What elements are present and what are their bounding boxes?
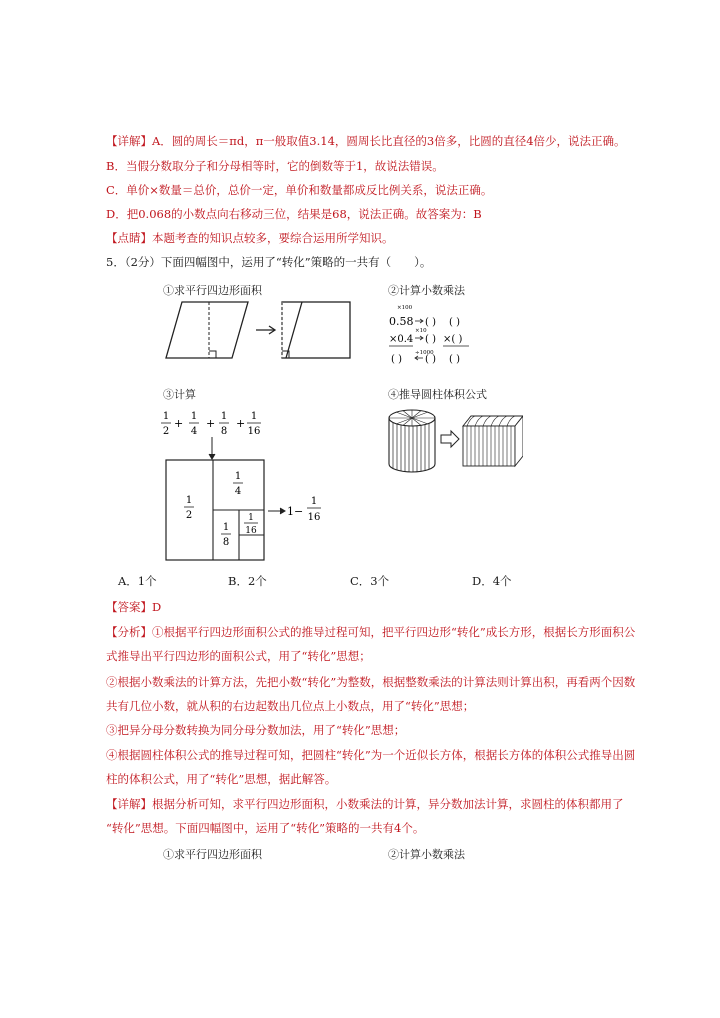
- question-5: 5．（2分）下面四幅图中，运用了“转化”策略的一共有（ ）。: [106, 255, 432, 269]
- svg-text:1−: 1−: [287, 505, 304, 518]
- detail2-line-1: 【详解】根据分析可知，求平行四边形面积，小数乘法的计算，异分数加法计算，求圆柱的体积都用了: [106, 797, 624, 811]
- panel-3-label: ③计算: [163, 388, 196, 401]
- option-b: B．2个: [228, 574, 267, 588]
- svg-text:2: 2: [185, 510, 193, 521]
- panel-2-label: ②计算小数乘法: [388, 284, 465, 297]
- svg-text:0.58: 0.58: [389, 315, 414, 328]
- svg-text:1: 1: [222, 522, 230, 533]
- option-c: C．3个: [350, 574, 390, 588]
- svg-text:4: 4: [234, 486, 242, 497]
- detail-line-3: C．单价×数量＝总价，总价一定，单价和数量都成反比例关系，说法正确。: [106, 183, 493, 197]
- svg-text:( ): ( ): [425, 334, 436, 345]
- svg-text:16: 16: [247, 426, 261, 437]
- answer-line: 【答案】D: [106, 600, 162, 614]
- svg-text:1: 1: [234, 471, 242, 482]
- svg-text:2: 2: [162, 426, 170, 437]
- fraction-sum-figure: [158, 406, 338, 562]
- svg-text:1: 1: [185, 495, 193, 506]
- panel-4-label: ④推导圆柱体积公式: [388, 388, 487, 401]
- cylinder-figure: [383, 402, 523, 474]
- svg-text:16: 16: [245, 526, 257, 536]
- svg-text:÷1000: ÷1000: [415, 350, 434, 356]
- svg-text:( ): ( ): [425, 317, 436, 328]
- detail-line-4: D．把0.068的小数点向右移动三位，结果是68，说法正确。故答案为：B: [106, 207, 482, 221]
- analysis-line-2: 式推导出平行四边形的面积公式，用了“转化”思想；: [106, 649, 371, 663]
- svg-text:( ): ( ): [425, 354, 436, 365]
- analysis-line-7: 柱的体积公式，用了“转化”思想，据此解答。: [106, 772, 337, 786]
- svg-text:1: 1: [250, 411, 258, 422]
- bottom-label-1: ①求平行四边形面积: [163, 848, 262, 861]
- svg-text:1: 1: [190, 411, 198, 422]
- parallelogram-figure: [160, 298, 360, 364]
- svg-text:×100: ×100: [397, 305, 413, 311]
- svg-text:4: 4: [190, 426, 198, 437]
- svg-text:8: 8: [220, 426, 228, 437]
- analysis-line-3: ②根据小数乘法的计算方法，先把小数“转化”为整数，根据整数乘法的计算法则计算出积，再看两个因数: [106, 675, 636, 689]
- svg-text:8: 8: [222, 537, 230, 548]
- svg-text:+: +: [236, 417, 246, 430]
- bottom-label-2: ②计算小数乘法: [388, 848, 465, 861]
- svg-text:1: 1: [162, 411, 170, 422]
- svg-text:( ): ( ): [449, 317, 460, 328]
- detail-line-2: B．当假分数取分子和分母相等时，它的倒数等于1，故说法错误。: [106, 159, 444, 173]
- svg-text:×0.4: ×0.4: [389, 334, 414, 345]
- option-a: A．1个: [118, 574, 157, 588]
- svg-text:( ): ( ): [449, 354, 460, 365]
- svg-text:( ): ( ): [391, 354, 402, 365]
- analysis-line-4: 共有几位小数，就从积的右边起数出几位点上小数点，用了“转化”思想；: [106, 699, 475, 713]
- svg-text:1: 1: [310, 496, 318, 507]
- highlight-line: 【点睛】本题考查的知识点较多，要综合运用所学知识。: [106, 231, 394, 245]
- option-d: D．4个: [472, 574, 512, 588]
- analysis-line-1: 【分析】①根据平行四边形面积公式的推导过程可知，把平行四边形“转化”成长方形，根据长方形面积公: [106, 625, 636, 639]
- analysis-line-5: ③把异分母分数转换为同分母分数加法，用了“转化”思想；: [106, 723, 406, 737]
- svg-text:+: +: [174, 417, 184, 430]
- svg-text:1: 1: [248, 513, 254, 523]
- analysis-line-6: ④根据圆柱体积公式的推导过程可知，把圆柱“转化”为一个近似长方体，根据长方体的体积公式推导出圆: [106, 748, 636, 762]
- panel-1-label: ①求平行四边形面积: [163, 284, 262, 297]
- detail-line-1: 【详解】A．圆的周长＝πd，π一般取值3.14，圆周长比直径的3倍多，比圆的直径4倍少，说法正确。: [106, 134, 626, 148]
- svg-text:×( ): ×( ): [443, 334, 463, 345]
- detail2-line-2: “转化”思想。下面四幅图中，运用了“转化”策略的一共有4个。: [106, 821, 425, 835]
- svg-text:+: +: [206, 417, 216, 430]
- svg-text:1: 1: [220, 411, 228, 422]
- svg-text:16: 16: [307, 512, 321, 523]
- svg-text:×10: ×10: [415, 328, 427, 334]
- decimal-multiplication-figure: [385, 304, 495, 376]
